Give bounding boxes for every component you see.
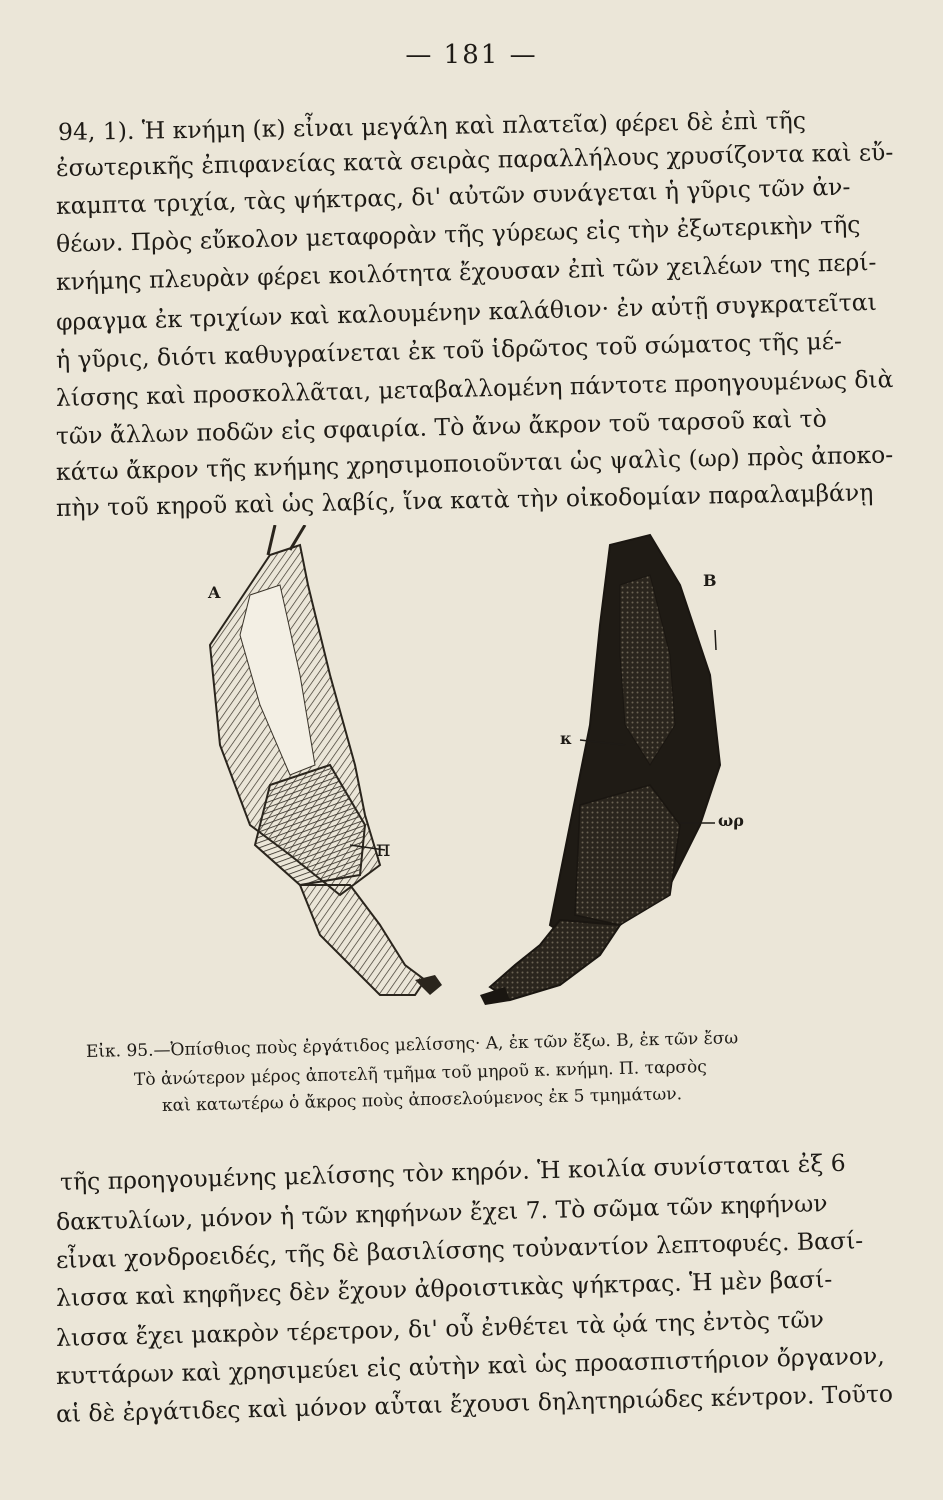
figure-label-b: B: [703, 571, 717, 590]
text-line: τῶν ἄλλων ποδῶν εἰς σφαιρία. Τὸ ἄνω ἄκρον τοῦ ταρσοῦ καὶ τὸ: [55, 404, 828, 450]
caption-line: Εἰκ. 95.—Ὀπίσθιος ποὺς ἐργάτιδος μελίσσης· Α, ἐκ τῶν ἔξω. Β, ἐκ τῶν ἔσω: [85, 1028, 739, 1062]
text-line: ἡ γῦρις, διότι καθυγραίνεται ἐκ τοῦ ἱδρῶτος τοῦ σώματος τῆς μέ-: [55, 326, 843, 374]
text-line: καμπτα τριχία, τὰς ψήκτρας, δι' αὐτῶν συνάγεται ἡ γῦρις τῶν ἀν-: [55, 172, 851, 220]
figure-label-kappa: κ: [560, 729, 572, 748]
caption-line: καὶ κατωτέρω ὁ ἄκρος ποὺς ἀποσελούμενος ἐκ 5 τμημάτων.: [161, 1084, 683, 1116]
text-line: ἐσωτερικῆς ἐπιφανείας κατὰ σειρὰς παραλλήλους χρυσίζοντα καὶ εὔ-: [55, 137, 894, 182]
bee-leg-illustration: [180, 525, 900, 1025]
text-line: κυττάρων καὶ χρησιμεύει εἰς αὐτὴν καὶ ὡς προασπιστήριον ὄργανον,: [55, 1341, 886, 1390]
leg-a-drawing: [210, 525, 442, 995]
text-line: λισσα καὶ κηφῆνες δὲν ἔχουν ἀθροιστικὰς ψήκτρας. Ἡ μὲν βασί-: [55, 1265, 833, 1312]
caption-line: Τὸ ἀνώτερον μέρος ἀποτελῆ τμῆμα τοῦ μηροῦ κ. κνήμη. Π. ταρσὸς: [133, 1057, 708, 1090]
text-line: αἱ δὲ ἐργάτιδες καὶ μόνον αὗται ἔχουσι δηλητηριώδες κέντρον. Τοῦτο: [55, 1379, 894, 1428]
text-line: δακτυλίων, μόνον ἡ τῶν κηφήνων ἔχει 7. Τὸ σῶμα τῶν κηφήνων: [55, 1189, 828, 1236]
text-line: λισσα ἔχει μακρὸν τέρετρον, δι' οὗ ἐνθέτει τὰ ᾠά της ἐντὸς τῶν: [55, 1305, 825, 1352]
text-line: πὴν τοῦ κηροῦ καὶ ὡς λαβίς, ἵνα κατὰ τὴν οἰκοδομίαν παραλαμβάνῃ: [55, 478, 874, 522]
text-line: φραγμα ἐκ τριχίων καὶ καλουμένην καλάθιον· ἐν αὐτῇ συγκρατεῖται: [55, 287, 878, 336]
text-line: εἶναι χονδροειδές, τῆς δὲ βασιλίσσης τοὐναντίον λεπτοφυές. Βασί-: [55, 1226, 864, 1274]
text-line: θέων. Πρὸς εὔκολον μεταφορὰν τῆς γύρεως εἰς τὴν ἐξωτερικὴν τῆς: [55, 210, 861, 258]
figure-label-pi: π: [376, 837, 391, 862]
text-line: λίσσης καὶ προσκολλᾶται, μεταβαλλομένη πάντοτε προηγουμένως διὰ: [55, 365, 894, 412]
figure-label-omega-rho: ωρ: [718, 811, 744, 830]
page-number: — 181 —: [405, 40, 538, 70]
leg-b-drawing: [480, 535, 720, 1005]
figure-label-a: A: [208, 583, 221, 602]
text-line: κάτω ἄκρον τῆς κνήμης χρησιμοποιοῦνται ὡς ψαλὶς (ωρ) πρὸς ἀποκο-: [55, 440, 894, 486]
text-line: κνήμης πλευρὰν φέρει κοιλότητα ἔχουσαν ἐπὶ τῶν χειλέων της περί-: [55, 247, 877, 296]
text-line: τῆς προηγουμένης μελίσσης τὸν κηρόν. Ἡ κοιλία συνίσταται ἐξ 6: [59, 1148, 846, 1196]
figure-bee-leg: [180, 525, 900, 1025]
text-line: 94, 1). Ἡ κνήμη (κ) εἶναι μεγάλη καὶ πλατεῖα) φέρει δὲ ἐπὶ τῆς: [57, 106, 807, 146]
